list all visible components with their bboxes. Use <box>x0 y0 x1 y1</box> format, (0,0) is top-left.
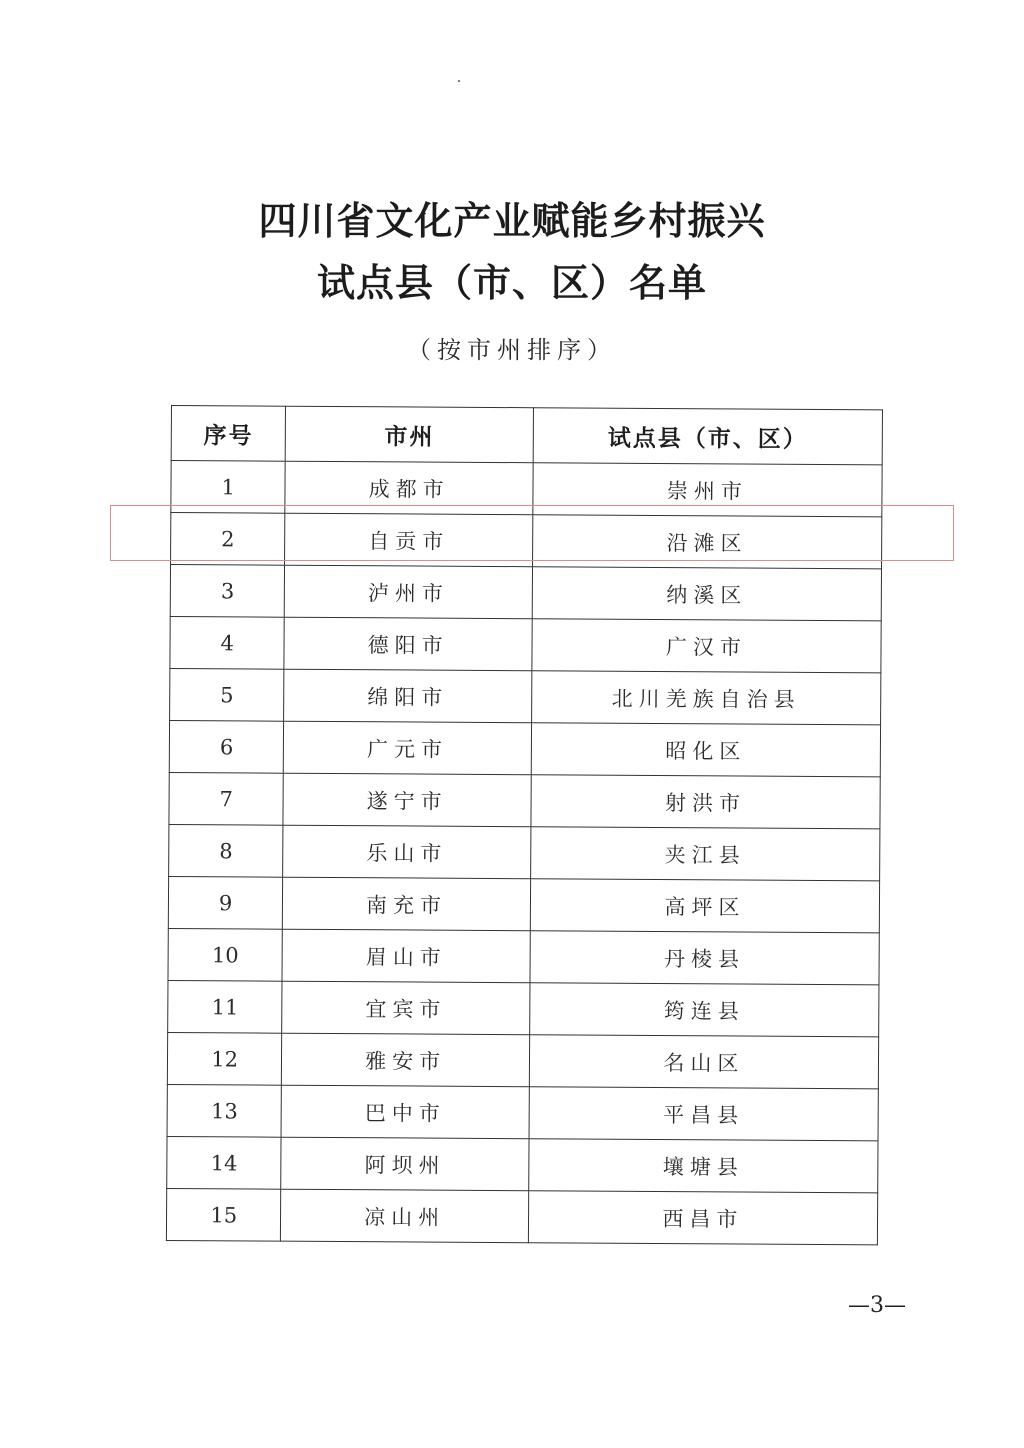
table-row <box>169 720 880 776</box>
table-row <box>170 616 881 672</box>
row-pilot-county: 西昌市 <box>528 1191 877 1245</box>
table-row <box>168 980 879 1036</box>
table-row <box>170 565 881 621</box>
document-title-line2: 试点县（市、区）名单 <box>316 261 707 305</box>
document-subtitle: （按市州排序） <box>407 336 617 364</box>
row-city: 泸州市 <box>285 565 533 619</box>
header-city-prefecture: 市州 <box>286 406 534 463</box>
row-pilot-county: 射洪市 <box>531 775 880 829</box>
table-row <box>171 513 882 569</box>
row-serial-number: 14 <box>167 1136 282 1189</box>
header-pilot-county: 试点县（市、区） <box>533 408 882 465</box>
scan-speck <box>458 80 460 82</box>
row-pilot-county: 筠连县 <box>530 983 879 1037</box>
table-row <box>168 928 879 984</box>
row-city: 阿坝州 <box>281 1137 529 1191</box>
row-serial-number: 1 <box>171 461 286 514</box>
row-serial-number: 4 <box>170 616 285 669</box>
row-serial-number: 3 <box>170 565 285 618</box>
row-city: 南充市 <box>283 877 531 931</box>
row-city: 成都市 <box>285 461 533 515</box>
row-city: 自贡市 <box>285 513 533 567</box>
header-serial-number: 序号 <box>171 406 286 462</box>
table-row <box>169 824 880 880</box>
table-header-row <box>171 406 882 465</box>
table-row <box>168 876 879 932</box>
row-city: 遂宁市 <box>283 773 531 827</box>
row-city: 凉山州 <box>281 1189 529 1243</box>
table-row <box>167 1032 878 1088</box>
row-serial-number: 2 <box>171 513 286 566</box>
row-pilot-county: 广汉市 <box>532 619 881 673</box>
row-city: 德阳市 <box>284 617 532 671</box>
row-pilot-county: 纳溪区 <box>532 567 881 621</box>
row-serial-number: 15 <box>166 1188 281 1241</box>
row-serial-number: 10 <box>168 928 283 981</box>
row-pilot-county: 昭化区 <box>531 723 880 777</box>
table-row <box>167 1136 878 1192</box>
document-title-line1: 四川省文化产业赋能乡村振兴 <box>258 199 766 243</box>
pilot-county-table <box>166 405 883 1245</box>
row-city: 雅安市 <box>282 1033 530 1087</box>
row-city: 绵阳市 <box>284 669 532 723</box>
row-pilot-county: 北川羌族自治县 <box>531 671 880 725</box>
table-row <box>169 772 880 828</box>
table-row <box>170 668 881 724</box>
table-row <box>167 1084 878 1140</box>
row-serial-number: 5 <box>170 668 285 721</box>
row-pilot-county: 壤塘县 <box>529 1139 878 1193</box>
row-serial-number: 11 <box>168 980 283 1033</box>
row-city: 广元市 <box>284 721 532 775</box>
row-pilot-county: 沿滩区 <box>532 515 881 569</box>
table-row <box>166 1188 877 1244</box>
row-city: 巴中市 <box>281 1085 529 1139</box>
row-city: 眉山市 <box>282 929 530 983</box>
row-serial-number: 9 <box>168 876 283 929</box>
row-city: 乐山市 <box>283 825 531 879</box>
row-serial-number: 12 <box>167 1032 282 1085</box>
row-pilot-county: 平昌县 <box>529 1087 878 1141</box>
row-city: 宜宾市 <box>282 981 530 1035</box>
row-pilot-county: 夹江县 <box>530 827 879 881</box>
row-pilot-county: 高坪区 <box>530 879 879 933</box>
row-serial-number: 8 <box>169 824 284 877</box>
row-serial-number: 7 <box>169 772 284 825</box>
row-pilot-county: 丹棱县 <box>530 931 879 985</box>
row-pilot-county: 崇州市 <box>533 463 882 517</box>
row-pilot-county: 名山区 <box>529 1035 878 1089</box>
row-serial-number: 6 <box>169 720 284 773</box>
table-row <box>171 461 882 517</box>
row-serial-number: 13 <box>167 1084 282 1137</box>
page-number: —3— <box>848 1293 906 1318</box>
